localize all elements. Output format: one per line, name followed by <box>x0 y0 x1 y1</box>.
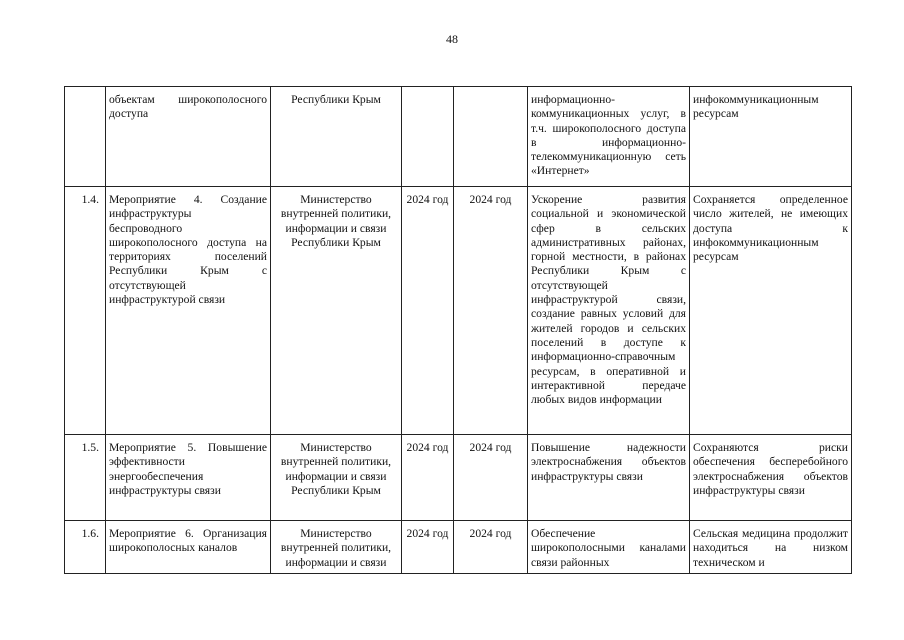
start-year: 2024 год <box>402 435 454 521</box>
end-year: 2024 год <box>454 435 528 521</box>
measure-name: Мероприятие 6. Организация широкополосных каналов <box>106 521 271 574</box>
expected-result: Обеспечение широкополосными каналами связи районных <box>528 521 690 574</box>
end-year: 2024 год <box>454 521 528 574</box>
executor: Республики Крым <box>271 87 402 187</box>
non-implementation-consequence: инфокоммуникационным ресурсам <box>690 87 852 187</box>
expected-result: информационно-коммуникационных услуг, в т.ч. широкополосного доступа в информационно-телекоммуникационную сеть «Интернет» <box>528 87 690 187</box>
row-number: 1.4. <box>65 187 106 435</box>
table-row <box>65 87 852 187</box>
row-number: 1.6. <box>65 521 106 574</box>
table-row <box>65 521 852 574</box>
table-row <box>65 187 852 435</box>
executor: Министерство внутренней политики, информации и связи Республики Крым <box>271 435 402 521</box>
start-year: 2024 год <box>402 521 454 574</box>
measure-name: Мероприятие 4. Создание инфраструктуры беспроводного широкополосного доступа на территориях поселений Республики Крым с отсутствующей инфраструктурой связи <box>106 187 271 435</box>
start-year: 2024 год <box>402 187 454 435</box>
measure-name: объектам широкополосного доступа <box>106 87 271 187</box>
start-year <box>402 87 454 187</box>
non-implementation-consequence: Сохраняется определенное число жителей, не имеющих доступа к инфокоммуникационным ресурсам <box>690 187 852 435</box>
page-number: 48 <box>446 32 458 46</box>
non-implementation-consequence: Сельская медицина продолжит находиться на низком техническом и <box>690 521 852 574</box>
measure-name: Мероприятие 5. Повышение эффективности энергообеспечения инфраструктуры связи <box>106 435 271 521</box>
end-year: 2024 год <box>454 187 528 435</box>
end-year <box>454 87 528 187</box>
executor: Министерство внутренней политики, информации и связи Республики Крым <box>271 187 402 435</box>
expected-result: Повышение надежности электроснабжения объектов инфраструктуры связи <box>528 435 690 521</box>
measures-table <box>64 86 852 574</box>
row-number: 1.5. <box>65 435 106 521</box>
executor: Министерство внутренней политики, информации и связи <box>271 521 402 574</box>
non-implementation-consequence: Сохраняются риски обеспечения бесперебойного электроснабжения объектов инфраструктуры связи <box>690 435 852 521</box>
table-row <box>65 435 852 521</box>
row-number <box>65 87 106 187</box>
expected-result: Ускорение развития социальной и экономической сфер в сельских административных районах, горной местности, в районах Республики Крым с отсутствующей инфраструктурой связи, создание равных условий для жителей городов и сельских поселений в доступе к информационно-справочным ресурсам, в оперативной и интерактивной передаче любых видов информации <box>528 187 690 435</box>
